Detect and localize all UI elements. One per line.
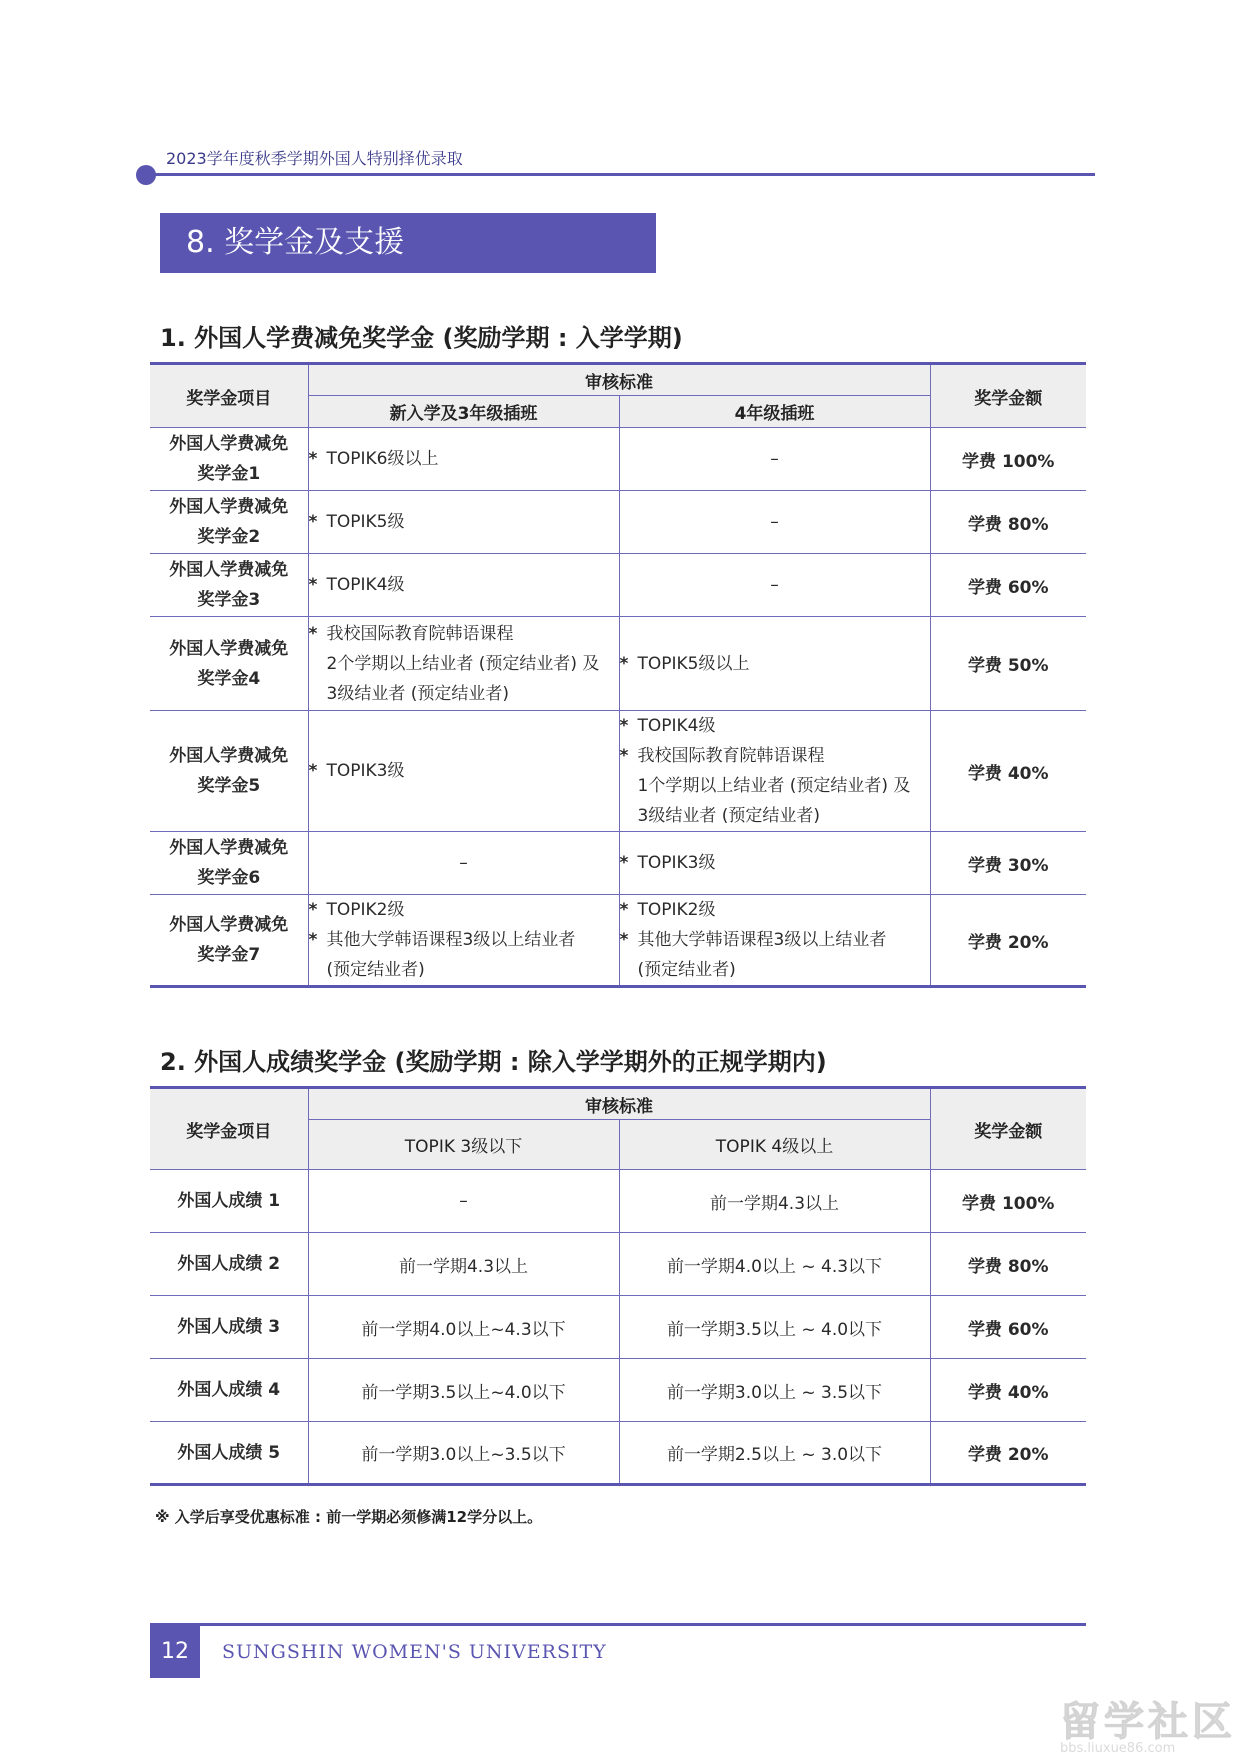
scholarship-amount: 学费 40%	[930, 711, 1086, 832]
criteria-topik-3-below: 前一学期4.0以上~4.3以下	[308, 1296, 619, 1359]
criteria-text: TOPIK6级以上	[326, 449, 439, 469]
scholarship-item: 外国人成绩 5	[150, 1422, 308, 1485]
bullet-mark: *	[308, 930, 318, 950]
header-col-4th-year: 4年级插班	[619, 396, 930, 428]
scholarship-item: 外国人成绩 4	[150, 1359, 308, 1422]
scholarship-amount: 学费 20%	[930, 1422, 1086, 1485]
criteria-none: –	[619, 428, 930, 491]
header-criteria: 审核标准	[308, 1088, 930, 1120]
scholarship-amount: 学费 100%	[930, 1170, 1086, 1233]
scholarship-item: 外国人学费减免 奖学金7	[150, 895, 308, 987]
bullet-mark: *	[308, 512, 318, 532]
criteria-topik-4-above: 前一学期4.0以上 ~ 4.3以下	[619, 1233, 930, 1296]
criteria-cell	[308, 491, 619, 554]
criteria-text: TOPIK3级	[326, 761, 405, 781]
table-row	[150, 617, 1086, 711]
bullet-mark: *	[308, 449, 318, 469]
header-item: 奖学金项目	[150, 1088, 308, 1170]
criteria-text-continued: 3级结业者 (预定结业者)	[326, 683, 509, 704]
header-amount: 奖学金额	[930, 364, 1086, 428]
table-row	[150, 1422, 1086, 1485]
header-col-new-and-3rd-year: 新入学及3年级插班	[308, 396, 619, 428]
criteria-text: TOPIK3级	[637, 853, 716, 873]
document-header-title: 2023学年度秋季学期外国人特别择优录取	[166, 149, 463, 168]
header-item: 奖学金项目	[150, 364, 308, 428]
scholarship-amount: 学费 100%	[930, 428, 1086, 491]
credit-requirement-note: ※ 入学后享受优惠标准 : 前一学期必须修满12学分以上。	[155, 1508, 543, 1526]
scholarship-amount: 学费 20%	[930, 895, 1086, 987]
table-row	[150, 491, 1086, 554]
criteria-text: TOPIK5级	[326, 512, 405, 532]
watermark-logo-text: 留学社区	[1060, 1699, 1236, 1745]
criteria-topik-3-below: –	[308, 1170, 619, 1233]
criteria-text: TOPIK5级以上	[637, 653, 750, 674]
criteria-cell	[308, 428, 619, 491]
bullet-mark: *	[619, 716, 629, 736]
criteria-text: TOPIK4级	[326, 575, 405, 595]
table-row	[150, 711, 1086, 832]
criteria-topik-4-above: 前一学期2.5以上 ~ 3.0以下	[619, 1422, 930, 1485]
bullet-mark: *	[619, 930, 629, 950]
scholarship-amount: 学费 80%	[930, 491, 1086, 554]
footer-rule	[150, 1623, 1086, 1626]
header-col-topik-4-above: TOPIK 4级以上	[619, 1120, 930, 1170]
tuition-scholarship-table	[150, 362, 1086, 988]
criteria-none: –	[619, 554, 930, 617]
scholarship-amount: 学费 60%	[930, 1296, 1086, 1359]
criteria-text: TOPIK2级	[326, 900, 405, 920]
table-row	[150, 1233, 1086, 1296]
bullet-mark: *	[308, 761, 318, 781]
grade-scholarship-table	[150, 1086, 1086, 1486]
criteria-text: 我校国际教育院韩语课程	[326, 623, 514, 644]
scholarship-item: 外国人学费减免 奖学金4	[150, 617, 308, 711]
scholarship-item: 外国人成绩 3	[150, 1296, 308, 1359]
criteria-text-continued: 1个学期以上结业者 (预定结业者) 及	[637, 776, 911, 796]
criteria-none: –	[308, 832, 619, 895]
criteria-cell	[308, 554, 619, 617]
watermark-url: bbs.liuxue86.com	[1060, 1741, 1176, 1756]
scholarship-amount: 学费 60%	[930, 554, 1086, 617]
criteria-text: 其他大学韩语课程3级以上结业者	[326, 930, 576, 950]
table1-title: 1. 外国人学费减免奖学金 (奖励学期 : 入学学期)	[160, 324, 683, 352]
bullet-mark: *	[619, 653, 629, 674]
scholarship-amount: 学费 40%	[930, 1359, 1086, 1422]
criteria-cell	[619, 895, 930, 987]
criteria-cell	[619, 617, 930, 711]
criteria-topik-3-below: 前一学期4.3以上	[308, 1233, 619, 1296]
scholarship-item: 外国人成绩 1	[150, 1170, 308, 1233]
scholarship-item: 外国人学费减免 奖学金1	[150, 428, 308, 491]
site-watermark	[1060, 1690, 1240, 1756]
table-row	[150, 428, 1086, 491]
footer-university-name: SUNGSHIN WOMEN'S UNIVERSITY	[222, 1641, 607, 1663]
table-row	[150, 1296, 1086, 1359]
header-rule	[150, 173, 1095, 176]
criteria-text-continued: 3级结业者 (预定结业者)	[637, 806, 820, 826]
scholarship-item: 外国人学费减免 奖学金3	[150, 554, 308, 617]
criteria-text-continued: (预定结业者)	[637, 960, 736, 980]
header-amount: 奖学金额	[930, 1088, 1086, 1170]
criteria-topik-3-below: 前一学期3.5以上~4.0以下	[308, 1359, 619, 1422]
bullet-mark: *	[619, 900, 629, 920]
bullet-mark: *	[308, 575, 318, 595]
criteria-cell	[619, 711, 930, 832]
scholarship-amount: 学费 80%	[930, 1233, 1086, 1296]
criteria-text: 我校国际教育院韩语课程	[637, 746, 825, 766]
criteria-text: TOPIK2级	[637, 900, 716, 920]
section-title-banner: 8. 奖学金及支援	[160, 213, 656, 273]
criteria-cell	[619, 832, 930, 895]
table-row	[150, 1359, 1086, 1422]
criteria-none: –	[619, 491, 930, 554]
table-row	[150, 1170, 1086, 1233]
bullet-mark: *	[308, 900, 318, 920]
scholarship-item: 外国人学费减免 奖学金6	[150, 832, 308, 895]
criteria-text-continued: 2个学期以上结业者 (预定结业者) 及	[326, 653, 600, 674]
criteria-text: TOPIK4级	[637, 716, 716, 736]
criteria-cell	[308, 711, 619, 832]
bullet-mark: *	[619, 853, 629, 873]
criteria-topik-4-above: 前一学期3.0以上 ~ 3.5以下	[619, 1359, 930, 1422]
bullet-mark: *	[308, 623, 318, 644]
table2-title: 2. 外国人成绩奖学金 (奖励学期 : 除入学学期外的正规学期内)	[160, 1048, 827, 1076]
table-row	[150, 895, 1086, 987]
table-row	[150, 554, 1086, 617]
scholarship-amount: 学费 30%	[930, 832, 1086, 895]
criteria-topik-3-below: 前一学期3.0以上~3.5以下	[308, 1422, 619, 1485]
bullet-mark: *	[619, 746, 629, 766]
table-row	[150, 832, 1086, 895]
page-number: 12	[150, 1626, 200, 1678]
header-col-topik-3-below: TOPIK 3级以下	[308, 1120, 619, 1170]
criteria-topik-4-above: 前一学期3.5以上 ~ 4.0以下	[619, 1296, 930, 1359]
criteria-topik-4-above: 前一学期4.3以上	[619, 1170, 930, 1233]
header-criteria: 审核标准	[308, 364, 930, 396]
scholarship-item: 外国人成绩 2	[150, 1233, 308, 1296]
scholarship-item: 外国人学费减免 奖学金2	[150, 491, 308, 554]
scholarship-amount: 学费 50%	[930, 617, 1086, 711]
scholarship-item: 外国人学费减免 奖学金5	[150, 711, 308, 832]
criteria-cell	[308, 617, 619, 711]
criteria-text-continued: (预定结业者)	[326, 960, 425, 980]
criteria-cell	[308, 895, 619, 987]
criteria-text: 其他大学韩语课程3级以上结业者	[637, 930, 887, 950]
